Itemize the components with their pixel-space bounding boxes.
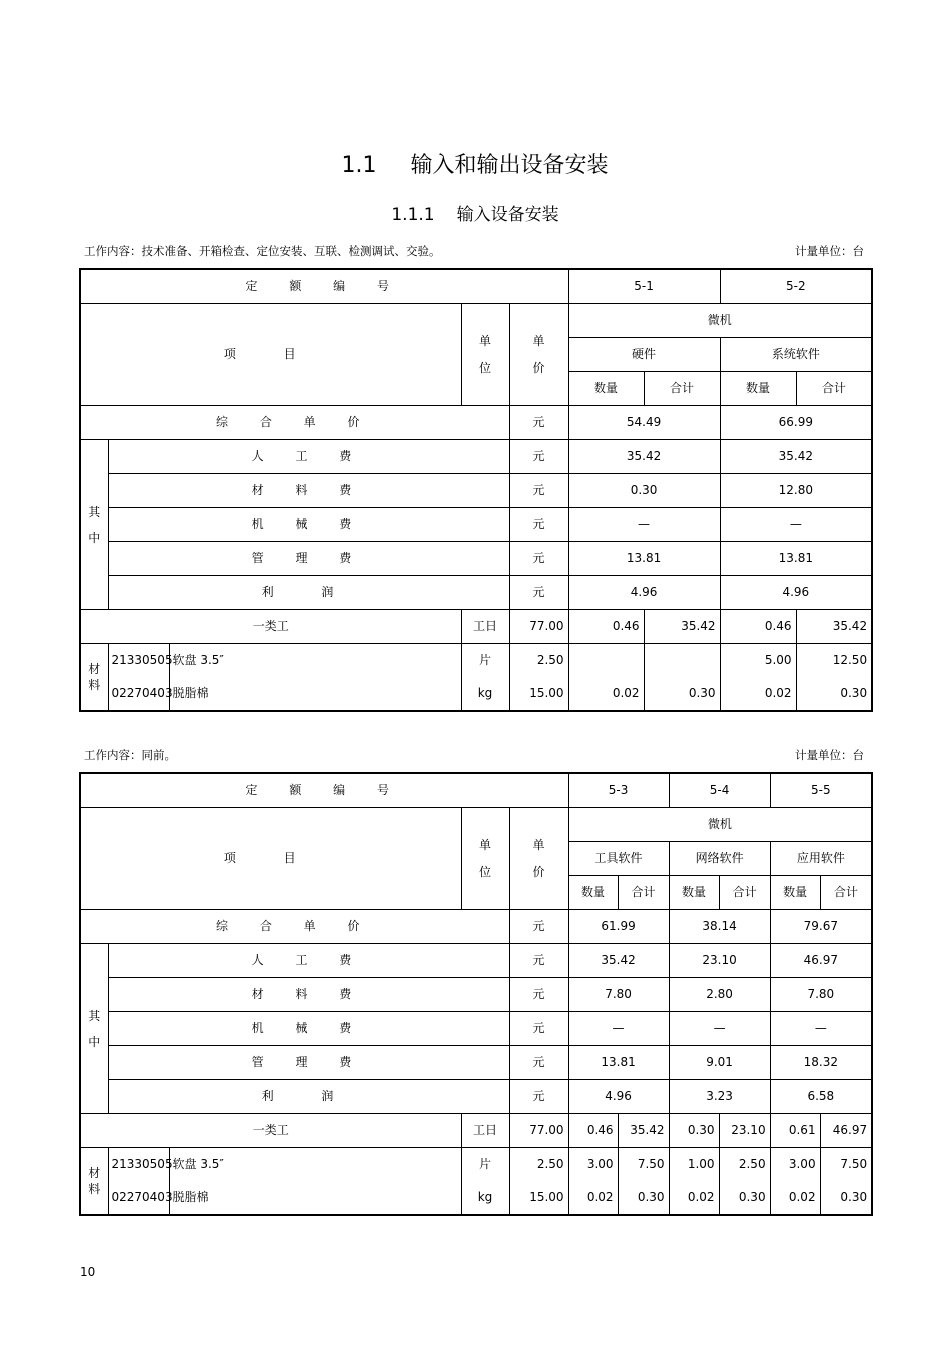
price-header: 单价 [509,808,568,910]
labor-value: 35.42 [796,610,872,644]
cost-value: 23.10 [669,944,770,978]
among-label: 其中 [80,440,108,610]
quota-code: 5-2 [720,269,872,304]
composite-price-label: 综 合 单 价 [80,910,509,944]
work-content-line-1 [84,243,864,259]
unit-cell: 元 [509,406,568,440]
cost-value: 13.81 [720,542,872,576]
cost-value: 6.58 [770,1080,872,1114]
material-value: 0.30 [719,1181,770,1215]
cost-value: — [568,508,720,542]
material-value: 7.50 [618,1148,669,1182]
subgroup-header: 硬件 [568,338,720,372]
material-value: 5.00 [720,644,796,678]
quota-code: 5-5 [770,773,872,808]
cost-value: 4.96 [568,576,720,610]
unit-cell: kg [461,1181,509,1215]
material-value [644,644,720,678]
cost-value: 35.42 [720,440,872,474]
unit-cell: 元 [509,978,568,1012]
subgroup-header: 应用软件 [770,842,872,876]
labor-value: 0.46 [720,610,796,644]
material-name: 脱脂棉 [169,677,461,711]
subgroup-header: 工具软件 [568,842,669,876]
cost-value: 13.81 [568,542,720,576]
material-label: 材料 [80,1148,108,1216]
cost-value: 3.23 [669,1080,770,1114]
subtitle-text: 输入设备安装 [456,205,559,225]
quota-code: 5-3 [568,773,669,808]
cost-value: — [770,1012,872,1046]
cost-value: 12.80 [720,474,872,508]
composite-price: 66.99 [720,406,872,440]
cost-label: 利 润 [108,576,509,610]
unit-cell: 片 [461,644,509,678]
page-title [0,148,950,179]
material-value: 0.30 [618,1181,669,1215]
cost-value: 13.81 [568,1046,669,1080]
quota-label: 定 额 编 号 [80,773,568,808]
qty-header: 数量 [720,372,796,406]
cost-label: 材 料 费 [108,978,509,1012]
material-code: 21330505 [108,644,169,678]
work-content: 工作内容：技术准备、开箱检查、定位安装、互联、检测调试、交验。 [84,244,441,258]
material-name: 软盘 3.5″ [169,1148,461,1182]
cost-value: 35.42 [568,440,720,474]
section-title [0,200,950,225]
material-value: 1.00 [669,1148,719,1182]
composite-price: 54.49 [568,406,720,440]
material-name: 软盘 3.5″ [169,644,461,678]
qty-header: 数量 [669,876,719,910]
unit-cell: kg [461,677,509,711]
total-header: 合计 [618,876,669,910]
cost-label: 管 理 费 [108,542,509,576]
cost-label: 材 料 费 [108,474,509,508]
unit-cell: 工日 [461,610,509,644]
labor-value: 0.61 [770,1114,820,1148]
cost-value: 2.80 [669,978,770,1012]
material-code: 02270403 [108,677,169,711]
cost-value: 18.32 [770,1046,872,1080]
labor-label: 一类工 [80,1114,461,1148]
unit-cell: 元 [509,508,568,542]
among-label: 其中 [80,944,108,1114]
cost-value: — [669,1012,770,1046]
item-header: 项 目 [80,808,461,910]
cost-label: 机 械 费 [108,508,509,542]
labor-value: 0.30 [669,1114,719,1148]
cost-value: 4.96 [568,1080,669,1114]
unit-cell: 元 [509,944,568,978]
cost-label: 人 工 费 [108,440,509,474]
material-price: 15.00 [509,1181,568,1215]
quota-code: 5-1 [568,269,720,304]
cost-label: 机 械 费 [108,1012,509,1046]
qty-header: 数量 [568,876,618,910]
item-header: 项 目 [80,304,461,406]
title-number: 1.1 [341,153,377,178]
cost-value: 0.30 [568,474,720,508]
material-value: 0.02 [568,1181,618,1215]
material-label: 材料 [80,644,108,712]
price-header: 单价 [509,304,568,406]
group-header: 微机 [568,808,872,842]
labor-value: 23.10 [719,1114,770,1148]
cost-value: 46.97 [770,944,872,978]
subgroup-header: 网络软件 [669,842,770,876]
material-code: 21330505 [108,1148,169,1182]
cost-value: 35.42 [568,944,669,978]
labor-value: 0.46 [568,610,644,644]
cost-value: 7.80 [770,978,872,1012]
quota-table-1 [79,268,873,712]
material-value: 3.00 [770,1148,820,1182]
subtitle-number: 1.1.1 [391,205,435,225]
title-text: 输入和输出设备安装 [410,153,609,178]
measure-unit: 计量单位：台 [795,748,864,762]
quota-code: 5-4 [669,773,770,808]
composite-price: 38.14 [669,910,770,944]
cost-value: 4.96 [720,576,872,610]
qty-header: 数量 [568,372,644,406]
labor-value: 46.97 [820,1114,872,1148]
unit-cell: 片 [461,1148,509,1182]
unit-header: 单位 [461,808,509,910]
cost-value: 9.01 [669,1046,770,1080]
cost-value: — [720,508,872,542]
unit-cell: 元 [509,1046,568,1080]
page-number: 10 [80,1265,96,1279]
unit-cell: 元 [509,1080,568,1114]
total-header: 合计 [820,876,872,910]
measure-unit: 计量单位：台 [795,244,864,258]
unit-cell: 元 [509,1012,568,1046]
unit-header: 单位 [461,304,509,406]
work-content: 工作内容：同前。 [84,748,176,762]
unit-cell: 元 [509,542,568,576]
cost-label: 利 润 [108,1080,509,1114]
unit-cell: 元 [509,440,568,474]
composite-price-label: 综 合 单 价 [80,406,509,440]
material-value [568,644,644,678]
unit-cell: 工日 [461,1114,509,1148]
cost-label: 管 理 费 [108,1046,509,1080]
material-value: 0.02 [770,1181,820,1215]
total-header: 合计 [719,876,770,910]
labor-label: 一类工 [80,610,461,644]
group-header: 微机 [568,304,872,338]
material-value: 0.30 [796,677,872,711]
labor-value: 35.42 [618,1114,669,1148]
labor-value: 0.46 [568,1114,618,1148]
material-value: 3.00 [568,1148,618,1182]
labor-value: 35.42 [644,610,720,644]
cost-value: 7.80 [568,978,669,1012]
total-header: 合计 [644,372,720,406]
material-value: 0.02 [669,1181,719,1215]
material-value: 0.30 [644,677,720,711]
material-value: 7.50 [820,1148,872,1182]
material-value: 2.50 [719,1148,770,1182]
qty-header: 数量 [770,876,820,910]
material-price: 2.50 [509,644,568,678]
quota-table-2 [79,772,873,1216]
work-content-line-2 [84,747,864,763]
labor-price: 77.00 [509,1114,568,1148]
composite-price: 61.99 [568,910,669,944]
material-name: 脱脂棉 [169,1181,461,1215]
material-value: 12.50 [796,644,872,678]
subgroup-header: 系统软件 [720,338,872,372]
unit-cell: 元 [509,910,568,944]
material-code: 02270403 [108,1181,169,1215]
material-price: 15.00 [509,677,568,711]
composite-price: 79.67 [770,910,872,944]
cost-label: 人 工 费 [108,944,509,978]
labor-price: 77.00 [509,610,568,644]
unit-cell: 元 [509,474,568,508]
unit-cell: 元 [509,576,568,610]
material-price: 2.50 [509,1148,568,1182]
total-header: 合计 [796,372,872,406]
quota-label: 定 额 编 号 [80,269,568,304]
material-value: 0.02 [568,677,644,711]
material-value: 0.30 [820,1181,872,1215]
cost-value: — [568,1012,669,1046]
material-value: 0.02 [720,677,796,711]
